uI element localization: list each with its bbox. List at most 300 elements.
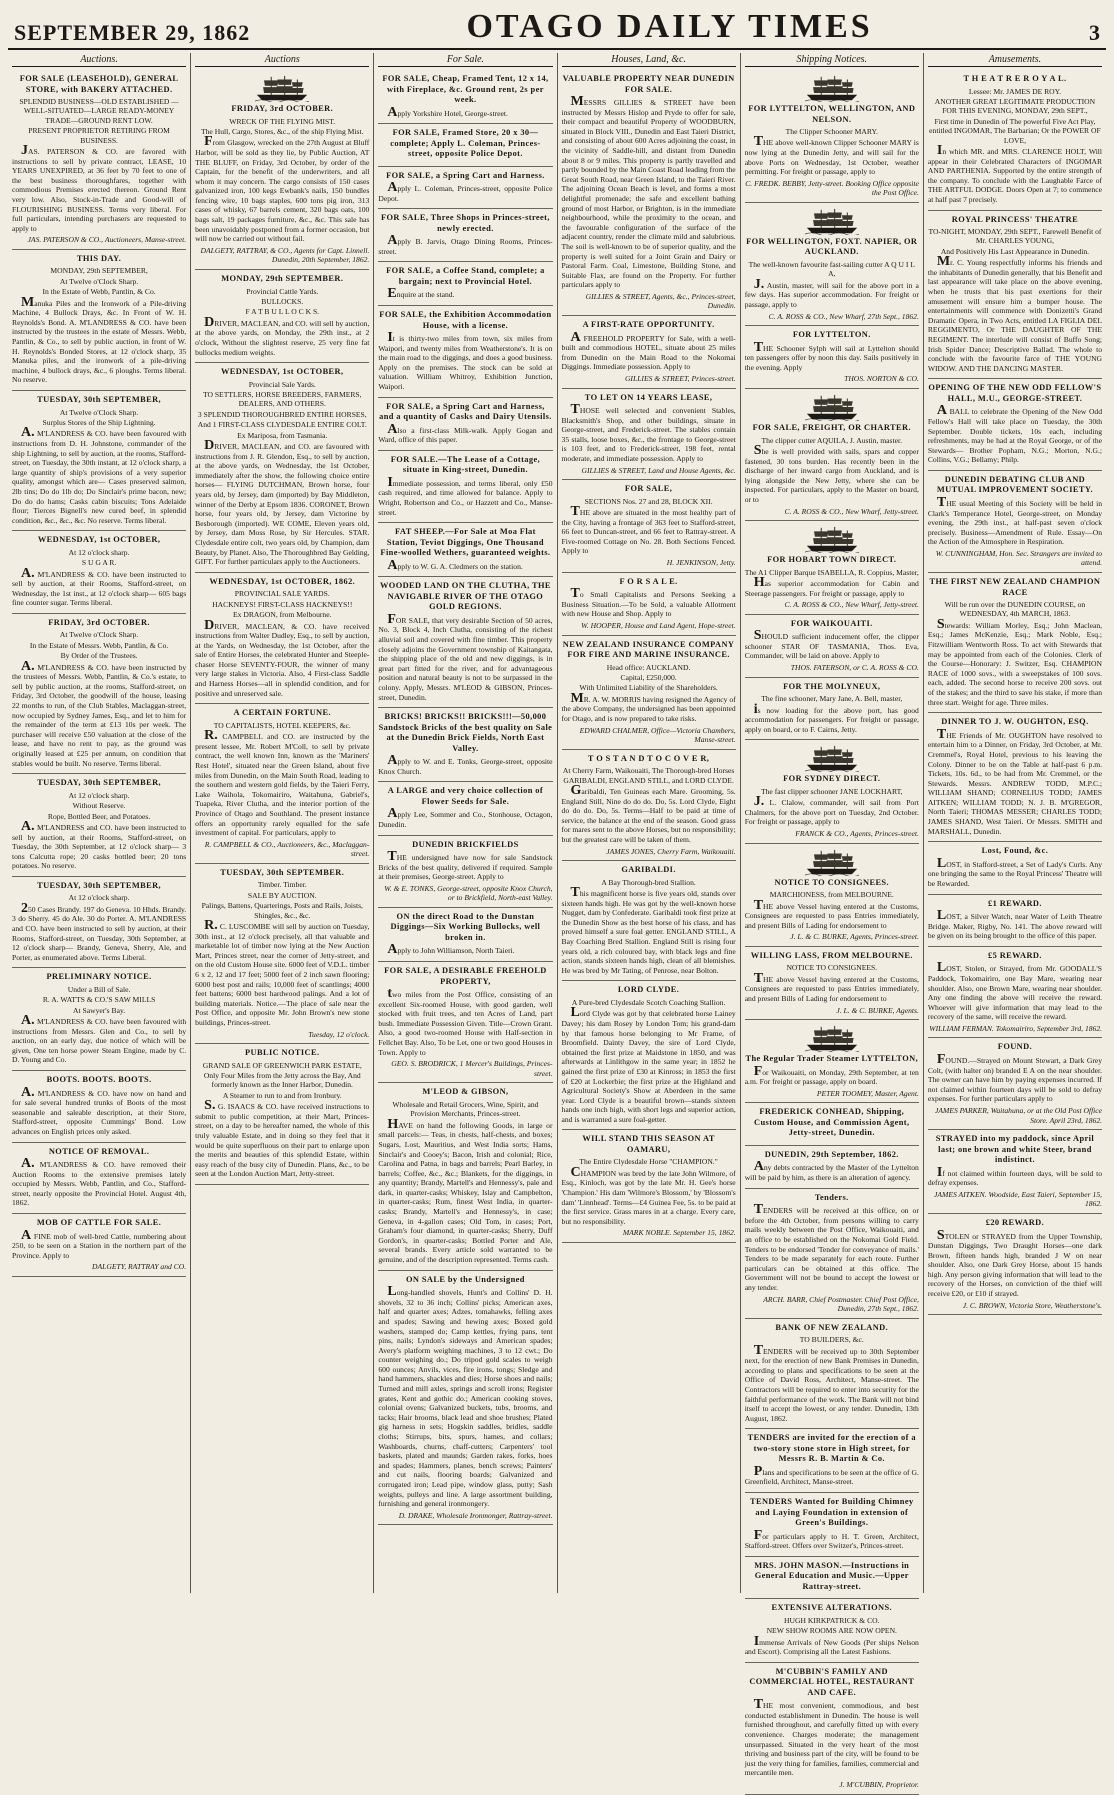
- ad-body-text: Mr. C. Young respectfully informs his friends and the inhabitants of Dunedin generally, that his Benefit and last appearance will take place on the above evening, when he trusts that his past exertions for their amusement will ensure him a bumper house. The entertainments will commence with Donizetti's Grand Dramatic Opera, in Two Acts, entitled LA FIGLIA DEL REGGIMENTO, Or THE DAUGHTER OF THE REGIMENT. The interlude will consist of Buffo Song; Irish Spider Dance; Descriptive Ballad. The whole to conclude with the favourite farce of THE YOUNG WIDOW. AND THE DANCING MASTER.: [927, 254, 1103, 373]
- advertisement: [928, 1214, 1102, 1315]
- ad-signature: GILLIES & STREET, Princes-street.: [624, 373, 736, 383]
- ad-heading: FOR LYTTELTON, WELLINGTON, AND NELSON.: [748, 104, 916, 124]
- ad-body-text: THE usual Meeting of this Society will be held in Clark's Temperance Hotel, George-street, on Monday evening, the 29th inst., at half-past seven o'clock precisely. Business—Amendment of Rule. Essay—On the Action of the Atmosphere in Respiration.: [927, 494, 1103, 547]
- ad-body-text: Garibaldi, Ten Guineas each Mare. Grooming, 5s. England Still, Nine do do do. Do, 5s. Lord Clyde, Eight do do do. Do, 5s. Terms—Half to be paid at time of service, the balance at the end of the season. Good grass for mares sent to the above Horses, but no responsibility; but the greatest care will be taken of them.: [561, 783, 736, 844]
- ad-signature: W. CUNNINGHAM, Hon. Sec. Strangers are invited to attend.: [935, 548, 1103, 568]
- ad-signature: J. C. BROWN, Victoria Store, Weatherstone's.: [962, 1300, 1103, 1310]
- ad-subheading: Lessee: Mr. JAMES DE ROY.: [968, 86, 1062, 96]
- ad-subheading: Rope, Bottled Beer, and Potatoes.: [47, 811, 151, 821]
- ad-subheading: Surplus Stores of the Ship Lightning.: [42, 417, 156, 427]
- advertisement: [195, 1044, 369, 1185]
- advertisement: [562, 636, 736, 750]
- advertisement: [745, 1663, 919, 1795]
- ad-body-text: This magnificent horse is five years old, stands over sixteen hands high. He was got by the well-known horse Nugget, dam by Confederate. Garibaldi took first prize at the Dunedin Show as the best horse of his class, and has proved himself a sure foal getter. ENGLAND STILL, A Bay Coaching Bred Stallion. England Still is rising four years old, a rich coloured bay, with black legs and fine action, stands sixteen hands high, clean of all blemishes. He was bred by Mr Tating, of Penrose, near Bolton.: [561, 885, 736, 975]
- ad-heading: TO LET ON 14 YEARS LEASE,: [584, 392, 713, 402]
- ad-heading: FOR SALE, FREIGHT, OR CHARTER.: [752, 423, 911, 433]
- ship-icon: [805, 526, 859, 553]
- ship-icon: [805, 208, 859, 235]
- ad-heading: ON the direct Road to the Dunstan Diggings—Six Working Bullocks, well broken in.: [390, 911, 541, 942]
- ad-heading: PUBLIC NOTICE.: [245, 1048, 320, 1058]
- ad-body-text: R. C. LUSCOMBE will sell by auction on Tuesday, 30th inst., at 12 o'clock precisely, all that valuable and marketable lot of timber now lying at the New Auction Mart, Princes street, near the corner of Jetty-street, and on the old Custom House site. 6000 feet of V.D.L. timber 6 x 2, 12 and 17 feet; 5000 feet of 2 inch sawn flooring; 6000 best post and rails; 10,000 feet of scantlings; 4000 feet battens; 6000 best hardwood palings. And a lot of building materials. Notice.—The place of sale near the Post Office, and opposite Mr. John Brown's new stone buildings, Princes-street.: [195, 918, 370, 1027]
- ad-body-text: A. M'LANDRESS & CO. have now on hand and for sale several hundred trunks of Boots of the most seasonable and saleable description, at their Store, Stafford-street, opposite Cummings' Bond. Low advances on English prices only asked.: [12, 1084, 187, 1136]
- ship-icon: [805, 75, 859, 102]
- advertisement: [12, 968, 186, 1071]
- ad-subheading: Ex DRAGON, from Melbourne.: [233, 610, 332, 620]
- ad-body-text: HAVE on hand the following Goods, in large or small parcels:— Teas, in chests, half-chests, and boxes; Sugars, Lost, Mauritius, and West India sorts; Hams, Sinclair's and Cooey's; Bacon, Irish and colonial; Rice, Carolina and Patna, in bags and barrels; Pearl Barley, in barrels; Coffee, &c., &c.; Blankets, for the diggings, in any quantity; Brandy, Martell's and Hennessy's, pale and dark, in quarter-casks; Whiskey, Islay and Campbelton, in quarter-casks; Rum, finest West India, in quarter-casks; Brandy, Martell's and Hennessy's, in case; Geneva, in 4-gallon cases; Old Tom, in cases; Port, Graham's four diamond, in quarter-casks; Sherry, Duff Gordon's, in quarter-casks; Bottled Porter and Ale, several brands. Every article sold warranted to be genuine, and of the description represented. Terms cash.: [378, 1116, 553, 1265]
- advertisement: [12, 877, 186, 968]
- ad-signature: J. L. & C. BURKE, Agents.: [836, 1005, 919, 1015]
- ad-subheading: 3 SPLENDID THOROUGHBRED ENTIRE HORSES,: [197, 409, 367, 419]
- ad-signature: DALGETY, RATTRAY, & CO., Agents for Capt. Linnell. Dunedin, 20th September, 1862.: [200, 245, 370, 265]
- ad-subheading: TO CAPITALISTS, HOTEL KEEPERS, &c.: [213, 720, 351, 730]
- ad-subheading: The fine schooner, Mary Jane, A. Bell, master,: [761, 694, 903, 704]
- advertisement: [745, 326, 919, 389]
- ad-heading: FOR SALE, Cheap, Framed Tent, 12 x 14, with Fireplace, &c. Ground rent, 2s per week.: [382, 74, 549, 104]
- advertisement: [195, 864, 369, 1044]
- ad-subheading: Head office: AUCKLAND.: [606, 662, 691, 672]
- ad-subheading: NOTICE TO CONSIGNEES.: [786, 963, 878, 973]
- advertisement: [12, 1143, 186, 1214]
- advertisement: [745, 740, 919, 843]
- ad-subheading: At Sawyer's Bay.: [73, 1005, 126, 1015]
- ad-heading: FREDERICK CONHEAD, Shipping, Custom House, and Commission Agent, Jetty-street, Dunedin.: [754, 1107, 910, 1138]
- ad-heading: FOUND.: [997, 1042, 1033, 1052]
- ad-body-text: DRIVER, MACLEAN, & CO. have received instructions from Walter Dudley, Esq., to sell by auction, at the Yards, on Wednesday, the 1st October, after the sale of Entire Horses, the celebrated Hunter and Steeple-chaser Horse SEVENTY-FOUR, the winner of many very large stakes in Victoria. Also, 4 First-class Saddle and Harness Horses—all in splendid condition, and for positive and unreserved sale.: [195, 617, 370, 698]
- ad-subheading: MONDAY, 29th SEPTEMBER,: [50, 266, 148, 276]
- ad-signature: DALGETY, RATTRAY and CO.: [92, 1262, 187, 1272]
- column-2: [191, 53, 374, 1593]
- advertisement: [195, 70, 369, 270]
- ad-subheading: HACKNEYS! FIRST-CLASS HACKNEYS!!: [212, 599, 353, 609]
- ad-body-text: A. M'LANDRESS and CO. have been instructed to sell by auction, at their Rooms, Stafford-street, on Tuesday, the 30th September, at 12 o'clock sharp— 3 tons Calcutta rope; 20 casks bottled beer; 20 tons potatoes. No reserve.: [12, 818, 187, 871]
- ad-body-text: Immense Arrivals of New Goods (Per ships Nelson and Escort). Comprising all the Latest Fashions.: [744, 1633, 919, 1657]
- column-4: [558, 53, 741, 1593]
- ad-signature: J. M'CUBBIN, Proprietor.: [839, 1779, 919, 1789]
- ad-heading: MOB OF CATTLE FOR SALE.: [36, 1218, 162, 1227]
- advertisement: [745, 615, 919, 678]
- ad-heading: DUNEDIN BRICKFIELDS: [412, 839, 519, 849]
- ad-heading: FOR THE MOLYNEUX,: [783, 681, 881, 691]
- ad-subheading: WRECK OF THE FLYING MIST.: [229, 116, 336, 126]
- ad-signature: JAMES AITKEN. Woodside, East Taieri, September 15, 1862.: [933, 1189, 1103, 1209]
- ad-subheading: The Clipper Schooner MARY.: [785, 127, 878, 136]
- advertisement: [745, 203, 919, 326]
- advertisement: [928, 895, 1102, 947]
- ad-subheading: A Pure-bred Clydesdale Scotch Coaching Stallion.: [571, 997, 726, 1007]
- ad-heading: £20 REWARD.: [985, 1218, 1045, 1227]
- advertisement: [745, 1557, 919, 1600]
- advertisement: [745, 947, 919, 1020]
- ad-heading: WILLING LASS, FROM MELBOURNE.: [750, 950, 913, 960]
- advertisement: [928, 713, 1102, 842]
- ad-body-text: THE above Vessel having entered at the Customs, Consignees are requested to pass Entries immediately, and present Bills of Lading for endorsement to: [744, 970, 919, 1003]
- ad-body-text: MR. A. W. MORRIS having resigned the Agency of the above Company, the undersigned has been appointed for Otago, and is now prepared to take risks.: [561, 690, 736, 723]
- advertisement: [378, 908, 552, 962]
- ad-heading: FOR SALE, Framed Store, 20 x 30—complete; Apply L. Coleman, Princes-street, opposite Police Depot.: [390, 128, 541, 159]
- ad-subheading: HUGH KIRKPATRICK & CO.: [784, 1615, 880, 1625]
- ad-body-text: To Small Capitalists and Persons Seeking a Business Situation.—To be Sold, a valuable Allotment with new House and Shop. Apply to: [561, 586, 736, 619]
- ad-signature: R. CAMPBELL & CO., Auctioneers, &c., Maclaggan-street.: [204, 839, 370, 859]
- advertisement: [745, 521, 919, 615]
- ad-signature: THOS. NORTON & CO.: [844, 374, 919, 384]
- ad-body-text: Apply to W. G. A. Cledmers on the station.: [387, 557, 523, 573]
- advertisement: [378, 577, 552, 708]
- advertisement: [12, 1214, 186, 1277]
- newspaper-title: OTAGO DAILY TIMES: [466, 8, 873, 45]
- ad-subheading: At 12 o'clock sharp.: [68, 547, 130, 557]
- ad-body-text: Also a first-class Milk-walk. Apply Gogan and Ward, office of this paper.: [378, 421, 553, 445]
- ad-heading: Lost, Found, &c.: [981, 846, 1049, 856]
- ad-subheading: Timber. Timber.: [257, 880, 307, 890]
- ad-subheading: S U G A R.: [81, 558, 117, 568]
- ad-heading: FOR SALE, the Exhibition Accommodation House, with a license.: [379, 310, 552, 330]
- ad-heading: T O S T A N D T O C O V E R,: [587, 753, 710, 763]
- ad-subheading: PROVINCIAL SALE YARDS.: [234, 589, 330, 599]
- ad-body-text: J. Austin, master, will sail for the above port in a few days. Has superior accommodation. For freight or passage, apply to: [744, 276, 919, 309]
- advertisement: [378, 70, 552, 124]
- column-header: Auctions.: [12, 53, 186, 67]
- advertisement: [745, 70, 919, 203]
- ad-body-text: DRIVER, MACLEAN, and CO. will sell by auction, at the above yards, on Monday, the 29th inst., at 2 o'clock, Without the slightest reserve, 25 very fine fat bullocks medium weights.: [195, 314, 370, 357]
- ad-body-text: In which MR. and MRS. CLARENCE HOLT, Will appear in their Celebrated Characters of INGOMAR AND PARTHENIA. Supported by the entire strength of the company. To conclude with the Laughable Farce of THE ARTFUL DODGE. Doors Open at 7; to commence at half past 7 precisely.: [927, 142, 1103, 204]
- advertisement: [378, 782, 552, 835]
- ad-subheading: At Cherry Farm, Waikouaiti, The Thorough-bred Horses GARIBALDI, ENGLAND STILL, and LORD CLYDE.: [562, 766, 735, 785]
- ad-subheading: F A T B U L L O C K S.: [245, 307, 320, 317]
- ad-subheading: At Twelve o'Clock Sharp.: [59, 630, 139, 640]
- advertisement: [928, 471, 1102, 573]
- advertisement: [745, 1319, 919, 1430]
- ad-heading: TENDERS Wanted for Building Chimney and Laying Foundation in extension of Green's Buildings.: [750, 1497, 914, 1528]
- ad-signature: GILLIES & STREET, Land and House Agents, &c.: [581, 465, 736, 475]
- advertisement: [195, 573, 369, 704]
- ad-heading: FOR SYDNEY DIRECT.: [783, 774, 881, 784]
- ad-body-text: Manuka Piles and the Ironwork of a Pile-driving Machine, 4 Bullock Drays, &c. In Front of W. H. Reynolds's Bond. A. M'LANDRESS & CO. have been instructed by the trustees in the estate of Messrs. Webb, Pantlin, & Co., to sell by public auction, in front of W. H. Reynolds's Bonded Stores, at 12 o'clock sharp, 35 Manuka piles, and the ironwork of a pile-driving machine, 4 bullock drays, &c., 6 ploughs. Terms liberal. No reserve.: [12, 294, 187, 385]
- ad-body-text: CHAMPION was bred by the late John Wilmore, of Esq., Kinloch, was got by the late Mr. H. Gee's horse 'Champion.' His dam 'Wilmore's Blossom,' by 'Blossom's dam' 'Linnhead'. Terms—£4 Guinea Fee, 5s. to be paid at the first service. Grass mares in at a charge. Every care, but no responsibility.: [561, 1164, 736, 1226]
- ad-heading: £5 REWARD.: [988, 950, 1042, 960]
- ad-heading: NOTICE TO CONSIGNEES.: [774, 877, 889, 887]
- column-header: Auctions: [195, 53, 369, 67]
- advertisement: [378, 451, 552, 523]
- ad-subheading: A Steamer to run to and from Ironbury.: [222, 1090, 342, 1100]
- ad-signature: JAMES JONES, Cherry Farm, Waikouaiti.: [606, 846, 736, 856]
- ad-subheading: TO SETTLERS, HORSE BREEDERS, FARMERS, DEALERS, AND OTHERS.: [202, 390, 362, 409]
- ad-body-text: two miles from the Post Office, consisting of an excellent Six-roomed House, with good garden, well stocked with fruit trees, and ten Acres of Land, part bush. Immediate Possession Given. Title—Crown Grant. Also, a good two-roomed House with Half-section in Fellchet Bay. Also, To be Let, one or two good Houses in Town. Apply to: [378, 986, 553, 1057]
- ad-signature: D. DRAKE, Wholesale Ironmonger, Rattray-street.: [398, 1510, 553, 1520]
- ad-signature: GEO. S. BRODRICK, 1 Mercer's Buildings, Princes-street.: [391, 1059, 553, 1078]
- ad-body-text: A. M'LANDRESS & CO. have removed their Auction Rooms to the extensive premises lately occupied by Messrs. Webb, Pantlin, and Co., Stafford-street, nearly opposite the Provincial Hotel. August 4th, 1862.: [12, 1156, 187, 1208]
- ad-heading: MRS. JOHN MASON.—Instructions in General Education and Music.—Upper Rattray-street.: [754, 1560, 910, 1591]
- ad-heading: WEDNESDAY, 1st OCTOBER, 1862.: [209, 576, 356, 586]
- ad-signature: J. L. & C. BURKE, Agents, Princes-street.: [790, 932, 919, 942]
- ad-body-text: For Waikouaiti, on Monday, 29th September, at ten a.m. For freight or passage, apply on board.: [744, 1063, 919, 1087]
- ad-subheading: And Positively His Last Appearance in Dunedin.: [940, 246, 1090, 256]
- ad-body-text: A FREEHOLD PROPERTY for Sale, with a well-built and commodious HOTEL, situate about 25 miles from Dunedin on the Main Road to the Nokomai Diggings. Immediate possession. Apply to: [561, 329, 736, 372]
- ad-body-text: Any debts contracted by the Master of the Lyttelton will be paid by him, as there is an alteration of agency.: [744, 1159, 919, 1183]
- advertisement: [562, 389, 736, 481]
- ad-heading: FOR WAIKOUAITI.: [790, 618, 873, 628]
- advertisement: [745, 1493, 919, 1557]
- column-1: [8, 53, 191, 1593]
- ad-heading: M'LEOD & GIBSON,: [422, 1087, 509, 1097]
- ad-body-text: A. M'LANDRESS & CO. have been favoured with instructions from Messrs. Glen and Co., to sell by auction, on an early day, due notice of which will be given, One ten horse power Steam Engine, made by C. D. Young and Co.: [12, 1013, 187, 1065]
- ad-body-text: Plans and specifications to be seen at the office of G. Greenfield, Architect, Manse-street.: [744, 1463, 919, 1487]
- ship-icon: [805, 849, 859, 876]
- masthead: [8, 6, 1106, 50]
- ad-subheading: At Twelve o'Clock Sharp.: [59, 407, 139, 417]
- ad-subheading: Under a Bill of Sale.: [67, 984, 131, 994]
- ad-signature: C. A. ROSS & CO., New Wharf, 27th Sept., 1862.: [768, 311, 919, 321]
- advertisement: [928, 573, 1102, 713]
- advertisement: [378, 836, 552, 908]
- ad-heading: FOR SALE.—The Lease of a Cottage, situate in King-street, Dunedin.: [390, 454, 541, 475]
- ad-signature: THOS. FATERSON, or C. A. ROSS & CO.: [790, 663, 919, 673]
- ad-body-text: LOST, a Silver Watch, near Water of Leith Theatre Bridge. Maker, Rigby, No. 141. The above reward will be given on its being brought to the office of this paper.: [927, 908, 1103, 941]
- ad-subheading: Provincial Sale Yards.: [248, 379, 316, 389]
- ad-heading: WILL STAND THIS SEASON AT OAMARU,: [582, 1134, 715, 1154]
- ad-body-text: THE Schooner Sylph will sail at Lyttelton should ten passengers offer by noon this day. Sails positively in the evening. Apply: [744, 339, 919, 372]
- ad-signature: EDWARD CHALMER, Office—Victoria Chambers, Manse-street.: [579, 725, 736, 745]
- ad-heading: NEW ZEALAND INSURANCE COMPANY FOR FIRE AND MARINE INSURANCE.: [562, 639, 735, 660]
- ad-subheading: Will be run over the DUNEDIN COURSE, on WEDNESDAY, 4th MARCH, 1863.: [944, 600, 1086, 619]
- ad-subheading: TO-NIGHT, MONDAY, 29th SEPT., Farewell Benefit of Mr. CHARLES YOUNG,: [928, 227, 1102, 246]
- issue-date: SEPTEMBER 29, 1862: [14, 20, 251, 45]
- ad-heading: A CERTAIN FORTUNE.: [233, 708, 331, 718]
- ad-heading: MONDAY, 29th SEPTEMBER.: [221, 274, 344, 284]
- advertisement: [562, 316, 736, 388]
- ad-subheading: Provincial Cattle Yards.: [246, 286, 319, 296]
- advertisement: [378, 523, 552, 577]
- ad-heading: LORD CLYDE.: [617, 985, 680, 995]
- ad-signature: JAS. PATERSON & CO., Auctioneers, Manse-street.: [27, 235, 187, 245]
- ad-body-text: A. M'LANDRESS & CO. have been instructed by the trustees of Messrs. Webb, Pantlin, & Co.'s estate, to sell by public auction, at the rooms, Stafford-street, on Friday, 3rd October, the goodwill of the house, leasing 22 months to run, of the Club Stables, Maclaggan-street, now occupied by Sydney James, Esq., and let to him for the remainder of the term at £13 10s per week. The purchaser will receive £50 valuation at the close of the lease, and have no rent to pay, as the ground was originally leased at £25 per annum, on condition that stables would be built. No reserve. Terms liberal.: [12, 658, 187, 768]
- advertisement: [745, 1146, 919, 1189]
- ad-body-text: TENDERS will be received up to 30th September next, for the erection of new Bank Premises in Dunedin, according to plans and specifications to be seen at the Office of David Ross, Architect, Manse-street. The Contractors will be required to enter into security for the faithful performance of the work. The Bank will not bind itself to accept the lowest, or any tender. Dunedin, 13th August, 1862.: [744, 1342, 919, 1423]
- ad-body-text: FOR SALE, that very desirable Section of 50 acres, No. 3, Block 4, Inch Clutha, consisting of the richest alluvial soil and covered with fine timber. This property closely adjoins the Government township of Kaitangata, the shipping place of the old and new diggings, is in great part fitted for the river, and for advantageous position and natural beauty is not to be surpassed in the colony. Apply, Messrs. M'LEOD & GIBSON, Princes-street, Dunedin.: [378, 611, 553, 702]
- advertisement: [378, 1083, 552, 1270]
- ad-heading: FOR SALE,: [624, 484, 673, 494]
- column-header: Amusements.: [928, 53, 1102, 67]
- advertisement: [928, 379, 1102, 471]
- ad-signature: PETER TOOMEY, Master, Agent.: [816, 1088, 919, 1098]
- advertisement: [745, 1103, 919, 1146]
- ad-heading: Tenders.: [814, 1192, 849, 1202]
- ad-body-text: Long-handled shovels, Hunt's and Collins' D. H. shovels, 32 to 36 inch; Collins' picks; American axes, half and quarter axes; Adzes, tomahawks, felling axes and spades; Sawing and hewing axes; Boxed gold washers, stamped do; Camp kettles, frying pans, tent pins, nails; Lyndon's sideways and American spades; Avery's platform weighing machines, 3 to 12 cwt.; Do counter weighing do.; Do tripod gold scales to weigh 600 ounces; Anvils, vices, fire irons, tongs; Sledge and hand hammers, shackles and dies; Horse shoes and nails; Turned and mill axles, springs and scroll irons; Register grates, Kent and gothic do.; American cooking stoves, colonial ovens; Galvanized buckets, tubs, brooms, and tacks; Hair brooms, black lead and shoe brushes; Plated gig harness in sets; Hogskin saddles, bridles, saddle cloths; Stirrups, bits, spurs, hames, and collars; Washboards, churns, chaff-cutters; Carpenters' tool baskets, plated and maunds; Garden rakes, forks, hoes and spades; Hammers, planes, bench screws; Painters' and cut nails, flooring boards; Galvanized and corrugated iron; Lead pipe, window glass, putty; Sash weights, pulleys and line. A large assortment building, furnishing and general ironmongery.: [378, 1284, 553, 1509]
- ad-subheading: The Entire Clydesdale Horse "CHAMPION.": [579, 1157, 718, 1167]
- ad-heading: THIS DAY.: [76, 253, 122, 263]
- ad-body-text: THE above are situated in the most healthy part of the City, having a frontage of 363 feet to Stafford-street, 66 feet to Duncan-street, and 66 feet to Rattray-street. A Five-roomed Cottage on No. 28. Both Sections Fenced. Apply to: [561, 504, 736, 556]
- advertisement: [928, 70, 1102, 211]
- ad-signature: ARCH. BARR, Chief Postmaster. Chief Post Office, Dunedin, 27th Sept., 1862.: [763, 1294, 919, 1314]
- ad-heading: A LARGE and very choice collection of Flower Seeds for Sale.: [387, 786, 544, 806]
- ad-heading: STRAYED into my paddock, since April last; one brown and white Steer, brand indistinct.: [935, 1134, 1095, 1165]
- advertisement: [12, 70, 186, 250]
- ad-heading: TUESDAY, 30th SEPTEMBER,: [37, 880, 162, 890]
- advertisement: [12, 250, 186, 391]
- ad-body-text: Lord Clyde was got by that celebrated horse Lainey Davey; his dam Rosey by London Tom; his grand-dam by that famous horse belonging to Mr Frame, of Broomfield. Dainty Davey, the sire of Lord Clyde, obtained the first prize at Maidstone in 1850, and was afterwards at Linlithgow in the same year; in 1852 he gained the first prize of £30 at Kinross; in 1853 the first of £20 at Lockerbie; the first prize at the Highland and Agricultural Society's Show at Aberdeen in the same year. Lord Clyde is a beautiful brown—stands sixteen hands one inch high, with short legs and superior action, and is warranted a sure foal-getter.: [561, 1005, 736, 1124]
- ad-subheading: SPLENDID BUSINESS—OLD ESTABLISHED —WELL-SITUATED—LARGE READY-MONEY TRADE—GROUND RENT LOW.: [19, 97, 179, 125]
- ad-signature: GILLIES & STREET, Agents, &c., Princes-street, Dunedin.: [585, 291, 736, 311]
- ad-subheading: First time in Dunedin of The powerful Five Act Play, entitled INGOMAR, The Barbarian; Or the POWER OF LOVE,: [929, 116, 1101, 145]
- ad-body-text: THE above well-known Clipper Schooner MARY is now lying at the Dunedin Jetty, and will sail for the above Ports on Wednesday, 1st October, weather permitting. For freight or passage, apply to: [744, 134, 919, 177]
- ad-body-text: Has superior accommodation for Cabin and Steerage passengers. For freight or passage, apply to: [744, 575, 919, 598]
- ad-body-text: MESSRS GILLIES & STREET have been instructed by Messrs Hislop and Pryde to offer for sale, their compact and beautiful Property of WOODBURN, situated in Block VIII., Dunedin and East Taieri District, and consisting of about 600 Acres adjoining the coast, in the vicinity of Saddle-hill, and distant from Dunedin about 8 or 9 miles. This property is partly travelled and partly bounded by the Main Coast Road leading from the Great South Road, near Green Island, to the Taieri River. The adjoining Ocean Beach is level, and forms a most delightful promenade; the safe and excellent bathing ground of most Harbor, or Brighton, is in the immediate neighbourhood, while the proximity to the ocean, and the favourable configuration of the surface of the adjacent country, render the climate mild and salubrious. The soil is well-known to be of superior quality, and the property is well suited for a Joint Grain and Dairy or Pastoral Farm. Coal, Limestone, Building Stone, and Suitable Flax, are found on the Property. For further particulars apply to: [561, 94, 736, 290]
- ad-body-text: A. M'LANDRESS & CO. have been favoured with instructions from D. H. Johnstone, commander of the ship Lightning, to sell by auction, at the rooms, Stafford-street, on Tuesday, the 30th instant, at 12 o'clock sharp, a large quantity of ship's provisions of a very superior quality, amongst which are— Cases preserved salmon, 2lb tins; Do do 1lb do; Do Sinclair's prime bacon, new; Do do do hams; Casks cabin biscuits; Tons Adelaide flour; Tierces Bignell's new cured beef, in splendid condition, &c., &c., &c. No reserve. Terms liberal.: [12, 425, 187, 525]
- advertisement: [12, 391, 186, 531]
- ad-heading: VALUABLE PROPERTY NEAR DUNEDIN FOR SALE.: [562, 74, 735, 94]
- ad-body-text: JAS. PATERSON & CO. are favored with instructions to sell by private contract, LEASE, 10 YEARS UNEXPIRED, at 36 feet by 70 feet to one of the best business thoroughfares, together with commodious Premises erected thereon. Ground Rent very low. Also, Stock-in-Trade and Good-will of FLOURISHING BUSINESS. Terms very liberal. For full particulars, intending purchasers are requested to apply to: [12, 143, 187, 233]
- ad-body-text: It is thirty-two miles from town, six miles from Waipori, and twenty miles from Weatherstone's. It is on the main road to the diggings, and does a good business. Apply on the premises. The stock can be sold at valuation. William Whitroy, Exhibition Junction, Waipori.: [378, 330, 553, 392]
- ad-subheading: Palings, Battens, Quarterings, Posts and Rails, Joists, Shingles, &c., &c.: [201, 901, 363, 920]
- ad-subheading: SALE BY AUCTION.: [247, 890, 317, 900]
- advertisement: [12, 1071, 186, 1142]
- ad-heading: EXTENSIVE ALTERATIONS.: [771, 1603, 893, 1613]
- ad-heading: FOR HOBART TOWN DIRECT.: [767, 555, 897, 565]
- ad-heading: DUNEDIN, 29th September, 1862.: [764, 1149, 899, 1159]
- ad-body-text: THE Friends of Mr. OUGHTON have resolved to entertain him to a Dinner, on Friday, 3rd October, at Mr. Cremmel's, Royal Hotel, previous to his leaving the Colony. Dinner to be on the Table at half-past 6 p.m. Tickets, 10s. 6d., to be had from Mr. Cremmel, or the Stewards. Messrs. ANDREW TODD, M.P.C.; WILLIAM SHAND; CORNELIUS TODD; JAMES AITKEN; WILLIAM TODD; N. J. B. M'GREGOR, North Taieri; THOMAS MESSER; CHARLES TODD; JAMES SHAND, West Taieri. Or Messrs. SMITH and MARSHALL, Dunedin.: [927, 726, 1103, 836]
- advertisement: [745, 1599, 919, 1663]
- ad-subheading: With Unlimited Liability of the Shareholders.: [579, 683, 718, 693]
- ad-heading: A FIRST-RATE OPPORTUNITY.: [582, 320, 715, 330]
- ad-subheading: At 12 o'clock sharp.: [68, 790, 130, 800]
- ad-subheading: The A1 Clipper Barque ISABELLA, R. Coppius, Master,: [744, 567, 919, 577]
- advertisement: [195, 363, 369, 573]
- ad-body-text: is now loading for the above port, has good accommodation for passengers. For freight or passage, apply on board, or to F. Cairns, Jetty.: [744, 701, 919, 734]
- advertisement: [378, 1271, 552, 1526]
- ad-heading: FRIDAY, 3rd OCTOBER.: [48, 617, 150, 627]
- ship-icon: [255, 75, 309, 102]
- ad-body-text: If not claimed within fourteen days, will be sold to defray expenses.: [927, 1164, 1103, 1188]
- ad-body-text: FOUND.—Strayed on Mount Stewart, a Dark Grey Colt, (with halter on) branded E A on the near shoulder. The owner can have him by paying expenses incurred. If not claimed within fourteen days will be sold to defray expenses. For further particulars apply to: [927, 1051, 1103, 1104]
- advertisement: [745, 678, 919, 741]
- ad-subheading: At Twelve o'Clock Sharp.: [59, 276, 139, 286]
- ad-heading: FOR SALE, Three Shops in Princes-street, newly erected.: [381, 213, 550, 233]
- ad-subheading: R. A. WATTS & CO.'S SAW MILLS: [42, 995, 156, 1005]
- ad-heading: FOR SALE, a Spring Cart and Harness.: [386, 170, 545, 180]
- ad-signature: W. HOOPER, House and Land Agent, Hope-street.: [581, 620, 736, 630]
- ad-body-text: She is well provided with sails, spars and copper fastened, 30 tons burden. Has recently been in the discharge of her inward cargo from Auckland, and is lying alongside the New Jetty, where she can be inspected. For particulars, apply to the Master on board, or to: [744, 442, 919, 504]
- ad-body-text: THE most convenient, commodious, and best conducted establishment in Dunedin. The house is well furnished throughout, and carefully fitted up with every convenience. Charges moderate; the management unsurpassed. Situated in the very heart of the most thriving and business part of the city, will be found to be just the very thing for families, families, commercial and mercantile men.: [744, 1697, 919, 1778]
- ad-subheading: The well-known favourite fast-sailing cutter A Q U I L A,: [748, 259, 915, 279]
- ad-body-text: From Glasgow, wrecked on the 27th August at Bluff Harbor, will be sold as they lie, by Public Auction, AT THE BLUFF, on Friday, 3rd October, by order of the Captain, for the benefit of the underwriters, and all whom it may concern. The cargo consists of 150 cases galvanized iron, 100 kegs Ewbank's nails, 150 bundles fencing wire, 10 bags staples, 600 tons pig iron, 313 cases of whisky, 67 barrels cement, 320 bags oats, 100 bags salt, 19 packages furniture, &c., &c. This sale has been unavoidably postponed from a former occasion, but will now be carried out without fail.: [195, 134, 370, 244]
- ad-body-text: THE above Vessel having entered at the Customs, Consignees are requested to pass Entries immediately, and present Bills of Lading for endorsement to: [744, 897, 919, 930]
- advertisement: [378, 167, 552, 210]
- column-6: [924, 53, 1106, 1593]
- advertisement: [378, 398, 552, 451]
- ad-body-text: R. CAMPBELL and CO. are instructed by the present lessee, Mr. Robert M'Coll, to sell by private contract, the well known Inn, known as the 'Mariners' Rest Hotel', situated near the Green Island, about five miles from Dunedin, on the Main South Road, leading to the southern and western gold fields, by the Taieri Ferry, Lake Waihola, Tokomairiro, Waitahuna, Gabriel's, Tuapeka, River Clutha, and the interior portion of the Province of Otago and Southland. The present instance offers an opportunity rarely equalled for the safe investment of capital. For particulars, apply to: [195, 728, 370, 838]
- ad-body-text: A FINE mob of well-bred Cattle, numbering about 250, to be seen on a Station in the northern part of the Province. Apply to: [12, 1227, 187, 1260]
- ad-heading: NOTICE OF REMOVAL.: [48, 1146, 150, 1156]
- ad-heading: DUNEDIN DEBATING CLUB AND MUTUAL IMPROVEMENT SOCIETY.: [936, 474, 1094, 495]
- ad-heading: FAT SHEEP.—For Sale at Moa Flat Station, Teviot Diggings, One Thousand Fine-woolled Wethers, guaranteed weights.: [380, 527, 551, 558]
- ad-heading: FOR SALE, a Coffee Stand, complete; a bargain; next to Provincial Hotel.: [386, 266, 545, 286]
- ad-body-text: Apply to W. and E. Tonks, George-street, opposite Knox Church.: [378, 753, 553, 776]
- ad-heading: DINNER TO J. W. OUGHTON, ESQ.: [941, 717, 1089, 727]
- ad-subheading: ANOTHER GREAT LEGITIMATE PRODUCTION FOR THIS EVENING, MONDAY, 29th SEPT.,: [934, 96, 1096, 116]
- ad-body-text: Apply Lee, Sommer and Co., Stonhouse, Octagon, Dunedin.: [378, 806, 553, 829]
- ad-subheading: Ex Mariposa, from Tasmania.: [237, 430, 328, 440]
- column-3: [374, 53, 557, 1593]
- ad-signature: WILLIAM FERMAN. Tokomairiro, September 3rd, 1862.: [929, 1023, 1103, 1033]
- ad-subheading: BULLOCKS.: [261, 296, 304, 306]
- ad-signature: C. A. ROSS & CO., New Wharf, Jetty-street.: [784, 506, 919, 516]
- ad-subheading: And 1 FIRST-CLASS CLYDESDALE ENTIRE COLT.: [197, 420, 367, 430]
- advertisement: [562, 480, 736, 572]
- advertisement: [562, 861, 736, 981]
- advertisement: [12, 614, 186, 774]
- ad-heading: M'CUBBIN'S FAMILY AND COMMERCIAL HOTEL, RESTAURANT AND CAFE.: [749, 1666, 915, 1697]
- ad-heading: FOR SALE (LEASEHOLD), GENERAL STORE, with BAKERY ATTACHED.: [19, 74, 179, 94]
- advertisement: [562, 573, 736, 636]
- ship-icon: [805, 1025, 859, 1052]
- ad-body-text: THE undersigned have now for sale Sandstock Bricks of the best quality, delivered if required. Sample at their premises, George-street. Apply to: [378, 849, 553, 882]
- advertisement: [745, 389, 919, 521]
- ad-heading: FOR WELLINGTON, FOXT. NAPIER, OR AUCKLAND.: [746, 236, 918, 257]
- ad-heading: WEDNESDAY, 1st OCTOBER,: [37, 535, 161, 545]
- advertisement: [745, 1189, 919, 1319]
- ad-heading: TENDERS are invited for the erection of a two-story stone store in High street, for Messrs R. B. Martin & Co.: [747, 1433, 916, 1464]
- ad-body-text: S. G. ISAACS & CO. have received instructions to submit to public competition, at their Mart, Princes-street, on a day to be hereafter named, the whole of this truly valuable Estate, and in doing so they feel that it would be quite superfluous on their part to enlarge upon the merits and beauties of this splendid Estate, within easy reach of the busy city of Dunedin. Plans, &c., to be seen at the London Auction Mart, Jetty-street.: [195, 1098, 370, 1179]
- ad-heading: BANK OF NEW ZEALAND.: [775, 1322, 889, 1332]
- page-number: 3: [1088, 20, 1100, 45]
- ad-heading: TUESDAY, 30th SEPTEMBER.: [220, 867, 345, 877]
- ad-subheading: In the Estate of Messrs. Webb, Pantlin, & Co.: [29, 640, 169, 650]
- ad-heading: TUESDAY, 30th SEPTEMBER,: [37, 395, 162, 405]
- ad-heading: FOR SALE, a Spring Cart and Harness, and a quantity of Casks and Dairy Utensils.: [379, 401, 552, 422]
- ad-body-text: Apply B. Jarvis, Otago Dining Rooms, Princes-street.: [378, 233, 553, 256]
- advertisement: [378, 124, 552, 167]
- ad-body-text: Apply to John Williamson, North Taieri.: [387, 942, 515, 958]
- column-5: [741, 53, 924, 1789]
- ad-subheading: Only Four Miles from the Jetty across the Bay, And formerly known as the Inner Harbor, Dunedin.: [203, 1071, 361, 1090]
- ship-icon: [805, 394, 859, 421]
- advertisement: [928, 1130, 1102, 1214]
- ad-subheading: At 12 o'clock sharp.: [68, 893, 130, 903]
- ad-heading: FOR SALE, A DESIRABLE FREEHOLD PROPERTY,: [384, 966, 547, 986]
- ad-subheading: TO BUILDERS, &c.: [799, 1335, 864, 1345]
- ad-body-text: Immediate possession, and terms liberal, only £50 cash required, and time allowed for balance. Apply to Wright, Robertson and Co., or Hazzett and Co., Manse-street.: [378, 474, 553, 517]
- advertisement: [378, 708, 552, 782]
- ad-body-text: For particulars apply to H. T. Green, Architect, Stafford-street. Offers over Switzer's, Princes-street.: [744, 1527, 919, 1551]
- ad-heading: WOODED LAND ON THE CLUTHA, THE NAVIGABLE RIVER OF THE OTAGO GOLD REGIONS.: [380, 581, 551, 612]
- ship-icon: [805, 745, 859, 772]
- advertisement: [745, 844, 919, 947]
- ad-signature: H. JENKINSON, Jetty.: [666, 558, 736, 568]
- ad-subheading: The fast clipper schooner JANE LOCKHART,: [761, 786, 903, 796]
- ad-subheading: Wholesale and Retail Grocers, Wine, Spirit, and Provision Merchants, Princes-street.: [392, 1099, 539, 1119]
- ad-heading: F O R S A L E.: [619, 576, 678, 586]
- ad-body-text: DRIVER, MACLEAN, and CO. are favoured with instructions from J. R. Glendon, Esq., to sell by auction, at the above yards, on Wednesday, the 1st October, immediately after the show, the following choice entire horses— FLYING DUTCHMAN, Brown horse, four years old, by Jersey, dam (imported) by Bay Middleton, winner of the Derby at Epsom 1836. CORONET, Brown horse, four years old, by Jersey, dam Victorine by Besborough (imported). WE COME, Eleven years old, by Jersey, dam Moss Rose, by Sir Hercules. STAR. Clydesdale entire colt, two years old, by Champion, dam Beauty, by Planet. Also, The Thoroughbred Bay Gelding, GIFT. For further particulars apply to the Auctioneers.: [195, 438, 370, 567]
- ad-heading: BRICKS! BRICKS!! BRICKS!!!—50,000 Sandstock Bricks of the best quality on Sale at the Dunedin Brick Fields, North East Valley.: [378, 712, 553, 753]
- advertisement: [928, 947, 1102, 1039]
- ad-subheading: By Order of the Trustees.: [60, 651, 138, 661]
- advertisement: [378, 209, 552, 262]
- ad-body-text: THOSE well selected and convenient Stables, Blacksmith's Shop, and other buildings, situate in George-street, and Frederick-street. The stables contain 35 stalls, loose boxes, &c., the frontage to George-street is 103 feet, and to Frederick-street, 198 feet, rental moderate, and immediate possession. Apply to: [561, 402, 736, 463]
- ad-heading: The Regular Trader Steamer LYTTELTON,: [745, 1054, 919, 1064]
- columns-container: [8, 53, 1106, 1789]
- advertisement: [195, 704, 369, 864]
- ad-heading: OPENING OF THE NEW ODD FELLOW'S HALL, M.U., GEORGE-STREET.: [928, 383, 1102, 403]
- ad-body-text: TENDERS will be received at this office, on or before the 4th October, from persons willing to carry mails weekly between the Post Office, Waikouaiti, and an office to be established on the Nokomai Gold Field. Tenders to be endorsed 'Tender for conveyance of mails.' Tenders to be made separately for each route. Further particulars can be obtained at this office. The Government will not be bound to accept the lowest or any tender.: [744, 1202, 919, 1292]
- ad-heading: BOOTS. BOOTS. BOOTS.: [46, 1075, 152, 1085]
- advertisement: [562, 981, 736, 1130]
- ad-subheading: The Hull, Cargo, Stores, &c., of the ship Flying Mist.: [201, 126, 364, 136]
- ad-heading: THE FIRST NEW ZEALAND CHAMPION RACE: [929, 577, 1101, 597]
- ad-subheading: NEW SHOW ROOMS ARE NOW OPEN.: [766, 1626, 897, 1636]
- column-header: Houses, Land, &c.: [562, 53, 736, 67]
- advertisement: [562, 70, 736, 316]
- ad-subheading: MARCHIONESS, from MELBOURNE.: [769, 890, 894, 900]
- ad-signature: C. FREDK. BEBBY, Jetty-street. Booking Office opposite the Post Office.: [745, 178, 919, 198]
